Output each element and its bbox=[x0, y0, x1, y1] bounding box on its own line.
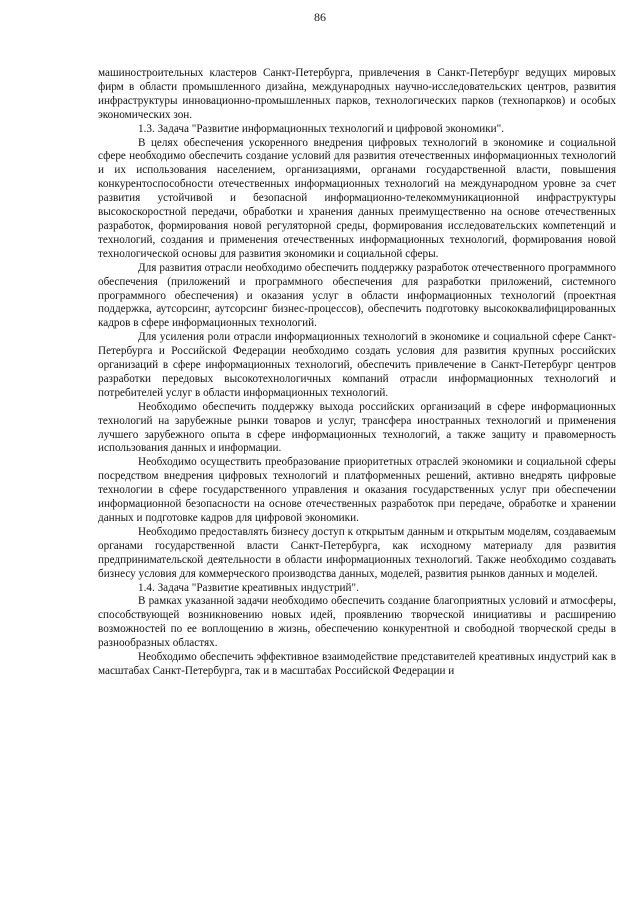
paragraph-continuation: машиностроительных кластеров Санкт-Петербурга, привлечения в Санкт-Петербург ведущих мировых фирм в области промышленного дизайна, международных научно-исследовательских центров, развития инфраструктуры инновационно-промышленных парков, технологических парков (технопарков) и особых экономических зон. bbox=[98, 67, 616, 121]
section-heading-1-3: 1.3. Задача "Развитие информационных технологий и цифровой экономики". bbox=[138, 122, 505, 135]
paragraph: Для усиления роли отрасли информационных технологий в экономике и социальной сфере Санкт-Петербурга и Российской Федерации необходимо создать условия для развития крупных российских организаций в сфере информационных технологий, обеспечить привлечение в Санкт-Петербург центров разработки передовых высокотехнологичных компаний отрасли информационных технологий и потребителей услуг в области информационных технологий. bbox=[98, 331, 616, 399]
paragraph: Необходимо обеспечить поддержку выхода российских организаций в сфере информационных технологий на зарубежные рынки товаров и услуг, трансфера иностранных технологий и применения лучшего зарубежного опыта в сфере информационных технологий, а также защиту и правомерность использования данных и информации. bbox=[98, 400, 616, 455]
paragraph: Для развития отрасли необходимо обеспечить поддержку разработок отечественного программного обеспечения (приложений и программного обеспечения для разработки приложений, системного программного обеспечения) и оказания услуг в области информационных технологий (проектная поддержка, аутсорсинг, аутсорсинг бизнес-процессов), обеспечить подготовку высококвалифицированных кадров в сфере информационных технологий. bbox=[98, 261, 616, 330]
paragraph: Необходимо осуществить преобразование приоритетных отраслей экономики и социальной сферы посредством внедрения цифровых технологий и платформенных решений, активно внедрять цифровые технологии в сфере государственного управления и оказания государственных услуг при обеспечении информационной безопасности на основе отечественных разработок при передаче, обработке и хранении данных и подготовке кадров для цифровой экономики. bbox=[98, 456, 616, 524]
document-body bbox=[98, 67, 616, 679]
paragraph: Необходимо обеспечить эффективное взаимодействие представителей креативных индустрий как в масштабах Санкт-Петербурга, так и в масштабах Российской Федерации и bbox=[98, 651, 616, 677]
page-number: 86 bbox=[314, 10, 326, 24]
section-heading-1-4: 1.4. Задача "Развитие креативных индустрий". bbox=[138, 581, 359, 594]
paragraph: В рамках указанной задачи необходимо обеспечить создание благоприятных условий и атмосферы, способствующей возникновению новых идей, проявлению творческой инициативы и расширению возможностей по ее воплощению в жизнь, обеспечению конкурентной и свободной творческой среды в разнообразных областях. bbox=[98, 595, 616, 650]
paragraph: В целях обеспечения ускоренного внедрения цифровых технологий в экономике и социальной сфере необходимо обеспечить создание условий для развития отечественных информационных технологий и их использования населением, организациями, органами государственной власти, повышения конкурентоспособности отечественных информационных технологий на международном уровне за счет развития устойчивой и безопасной информационно-телекоммуникационной инфраструктуры высокоскоростной передачи, обработки и хранения данных преимущественно на основе отечественных разработок, формирования новой регуляторной среды, формирования исследовательских компетенций и технологий, создания и применения отечественных информационных технологий, формирования новой технологической основы для развития экономики и социальной сферы. bbox=[98, 136, 616, 260]
paragraph: Необходимо предоставлять бизнесу доступ к открытым данным и открытым моделям, создаваемым органами государственной власти Санкт-Петербурга, как исходному материалу для развития предпринимательской деятельности в области информационных технологий. Также необходимо создавать бизнесу условия для коммерческого производства данных, моделей, развития рынков данных и моделей. bbox=[98, 525, 616, 580]
